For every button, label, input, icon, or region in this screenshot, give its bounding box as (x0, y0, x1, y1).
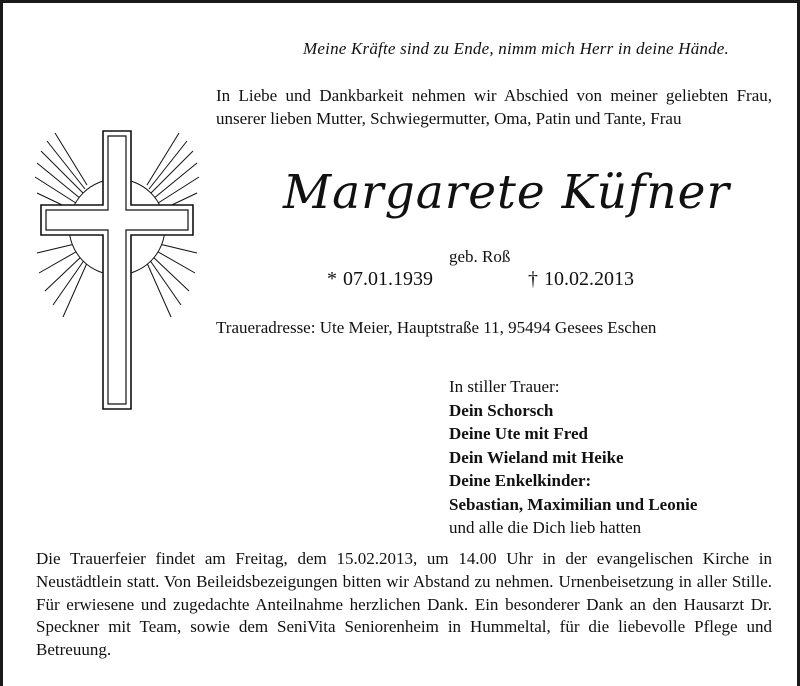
mourner-line: Dein Schorsch (449, 400, 554, 420)
mourners-closing: und alle die Dich lieb hatten (449, 518, 642, 537)
death-date: 10.02.2013 (544, 268, 634, 290)
death-symbol: † (528, 268, 538, 290)
birth-symbol: * (327, 268, 337, 290)
motto-verse: Meine Kräfte sind zu Ende, nimm mich Herr in deine Hände. (303, 39, 729, 58)
mourner-line: Sebastian, Maximilian und Leonie (449, 494, 698, 514)
death-date-line (528, 268, 634, 291)
mourner-line: Deine Enkelkinder: (449, 471, 592, 490)
birth-date: 07.01.1939 (343, 268, 433, 290)
mourning-address: Traueradresse: Ute Meier, Hauptstraße 11, 95494 Gesees Eschen (216, 318, 657, 337)
mourner-line: Dein Wieland mit Heike (449, 447, 624, 467)
intro-text: In Liebe und Dankbarkeit nehmen wir Abschied von meiner geliebten Frau, unserer lieben Mutter, Schwiegermutter, Oma, Patin und Tante, Frau (216, 86, 772, 128)
deceased-name: Margarete Küfner (283, 165, 730, 220)
birth-date-line (327, 268, 433, 291)
funeral-service-text: Die Trauerfeier findet am Freitag, dem 15.02.2013, um 14.00 Uhr in der evangelischen Kirche in Neustädtlein statt. Von Beileidsbezeigungen bitten wir Abstand zu nehmen. Urnenbeisetzung in aller Stille. Für erwiesene und zugedachte Anteilnahme herzlichen Dank. Ein besonderer Dank an den Hausarzt Dr. Speckner mit Team, sowie dem SeniVita Seniorenheim in Hummeltal, für die liebevolle Pflege und Betreuung. (36, 549, 772, 660)
radiant-cross-icon (33, 123, 201, 413)
mourner-line: Deine Ute mit Fred (449, 424, 588, 443)
mourners-heading: In stiller Trauer: (449, 377, 560, 396)
mourners-block (449, 375, 697, 540)
maiden-name: geb. Roß (449, 247, 511, 266)
